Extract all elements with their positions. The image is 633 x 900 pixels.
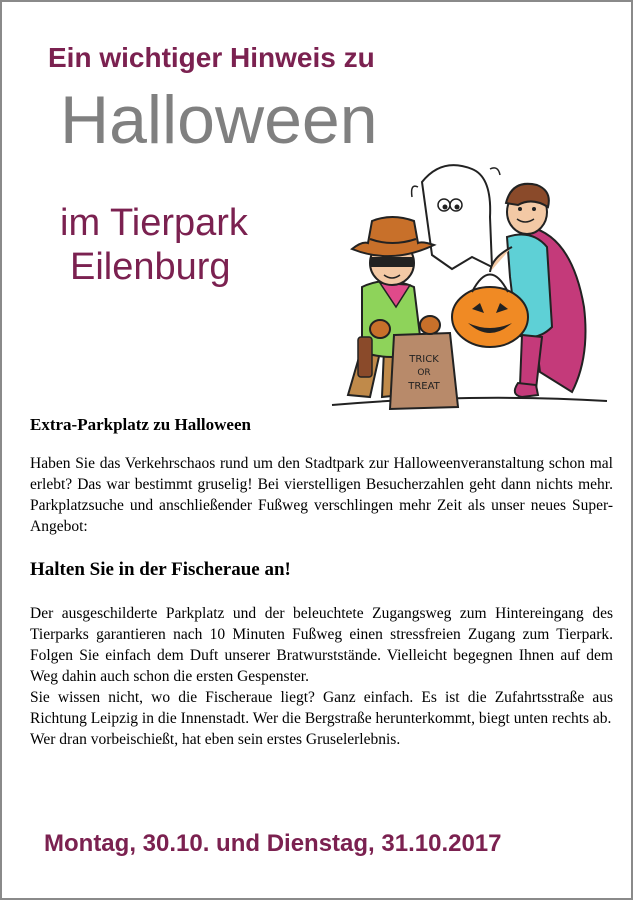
- title-location: [60, 202, 248, 289]
- halloween-kids-illustration: [322, 157, 612, 415]
- flyer-body: [30, 415, 613, 750]
- title-line-1: Ein wichtiger Hinweis zu: [48, 42, 375, 73]
- paragraph-line: Der ausgeschilderte Parkplatz und der beleuchtete Zugangsweg zum Hintereingang des Tierparks garantieren nach 10 Minuten Fußweg einen stressfreien Zugang zum Tierpark. Folgen Sie einfach dem Duft unserer Bratwurststände. Vielleicht begegnen Ihnen auf dem Weg dahin auch schon die ersten Gespenster.: [30, 605, 613, 685]
- section-heading-fischeraue: Halten Sie in der Fischeraue an!: [30, 559, 291, 580]
- paragraph-directions: [30, 603, 613, 750]
- pumpkin-icon: [452, 287, 528, 347]
- bag-text-3: TREAT: [408, 381, 440, 392]
- title-halloween: Halloween: [60, 82, 378, 158]
- bag-text-1: TRICK: [409, 354, 439, 365]
- event-dates: Montag, 30.10. und Dienstag, 31.10.2017: [44, 830, 502, 857]
- ghost-icon: [422, 165, 492, 269]
- paragraph-traffic: Haben Sie das Verkehrschaos rund um den Stadtpark zur Halloweenveranstaltung schon mal erlebt? Das war bestimmt gruselig! Bei vierstelligen Besucherzahlen geht dann nichts mehr. Parkplatzsuche und anschließender Fußweg verschlingen mehr Zeit als unser neues Super-Angebot:: [30, 455, 613, 535]
- paragraph-line: Sie wissen nicht, wo die Fischeraue liegt? Ganz einfach. Es ist die Zufahrtsstraße aus Richtung Leipzig in die Innenstadt. Wer die Bergstraße herunterkommt, biegt unten rechts ab.: [30, 689, 613, 727]
- section-heading-parking: Extra-Parkplatz zu Halloween: [30, 415, 251, 434]
- bag-text-2: OR: [417, 368, 431, 378]
- title-location-line-2: Eilenburg: [70, 245, 231, 288]
- title-location-line-1: im Tierpark: [60, 202, 248, 244]
- paragraph-line: Wer dran vorbeischießt, hat eben sein erstes Gruselerlebnis.: [30, 731, 401, 748]
